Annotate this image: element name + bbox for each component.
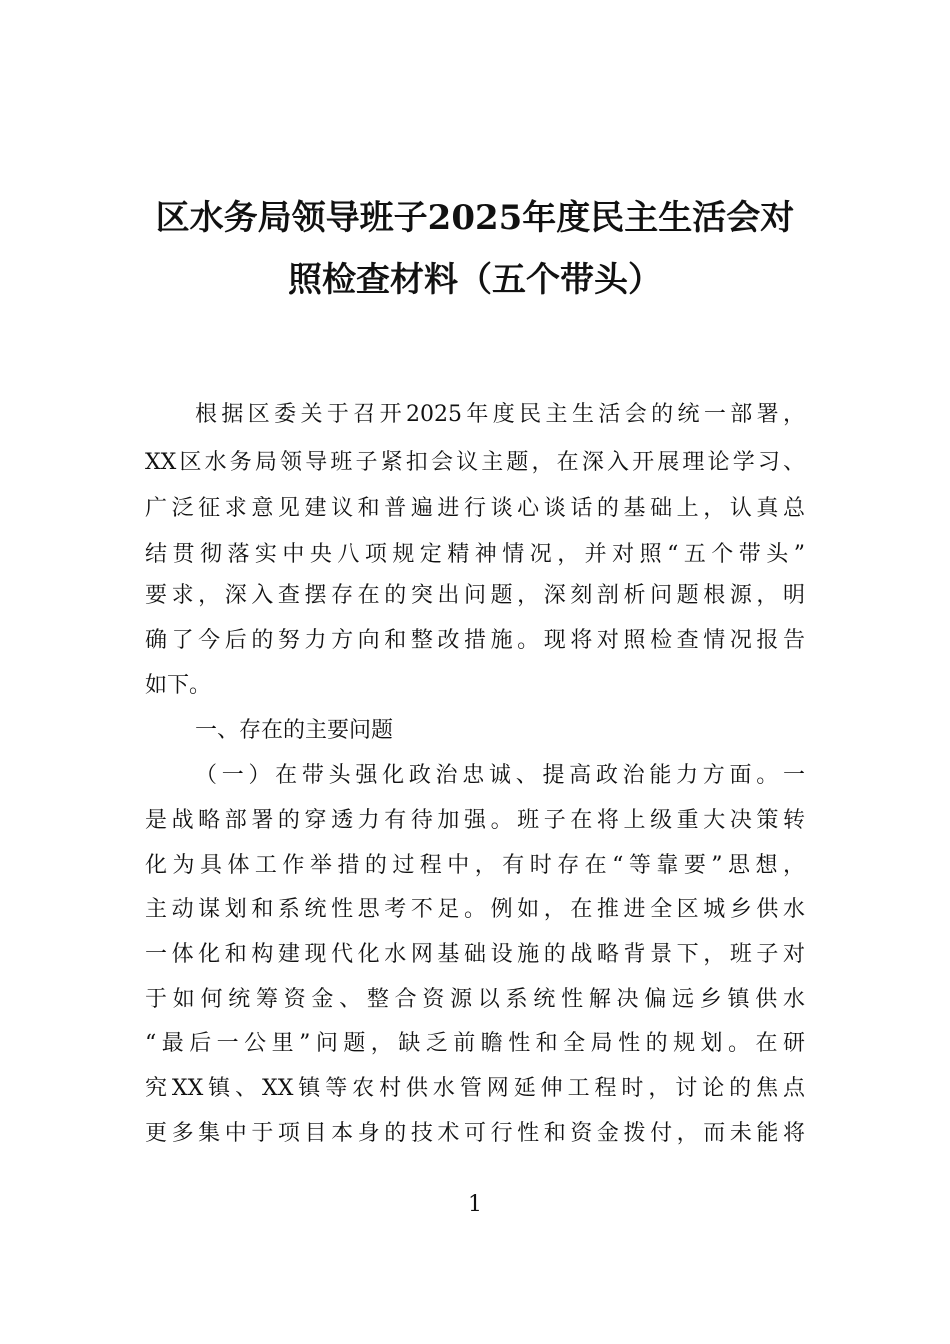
document-title-line-1: 区水务局领导班子2025年度民主生活会对	[155, 198, 795, 238]
document-title-line-2: 照检查材料（五个带头）	[288, 260, 662, 300]
intro-line-2: XX区水务局领导班子紧扣会议主题，在深入开展理论学习、	[145, 450, 805, 475]
intro-line-6: 确了今后的努力方向和整改措施。现将对照检查情况报告	[145, 628, 805, 653]
intro-line-5: 要求，深入查摆存在的突出问题，深刻剖析问题根源，明	[145, 583, 805, 608]
intro-line-3: 广泛征求意见建议和普遍进行谈心谈话的基础上，认真总	[145, 496, 805, 521]
intro-line-1: 根据区委关于召开2025年度民主生活会的统一部署，	[195, 402, 805, 427]
intro-line-7: 如下。	[145, 673, 212, 698]
body-line-3: 化为具体工作举措的过程中，有时存在“等靠要”思想，	[145, 853, 805, 878]
body-line-6: 于如何统筹资金、整合资源以系统性解决偏远乡镇供水	[145, 987, 805, 1012]
page-number: 1	[468, 1192, 482, 1217]
body-line-9: 更多集中于项目本身的技术可行性和资金拨付，而未能将	[145, 1121, 805, 1146]
body-line-1: （一）在带头强化政治忠诚、提高政治能力方面。一	[195, 763, 805, 788]
intro-line-4: 结贯彻落实中央八项规定精神情况，并对照“五个带头”	[145, 542, 805, 567]
section-heading: 一、存在的主要问题	[195, 718, 394, 743]
body-line-2: 是战略部署的穿透力有待加强。班子在将上级重大决策转	[145, 808, 805, 833]
body-line-8: 究XX镇、XX镇等农村供水管网延伸工程时，讨论的焦点	[145, 1076, 805, 1101]
body-line-4: 主动谋划和系统性思考不足。例如，在推进全区城乡供水	[145, 897, 805, 922]
body-line-7: “最后一公里”问题，缺乏前瞻性和全局性的规划。在研	[145, 1031, 805, 1056]
body-line-5: 一体化和构建现代化水网基础设施的战略背景下，班子对	[145, 942, 805, 967]
